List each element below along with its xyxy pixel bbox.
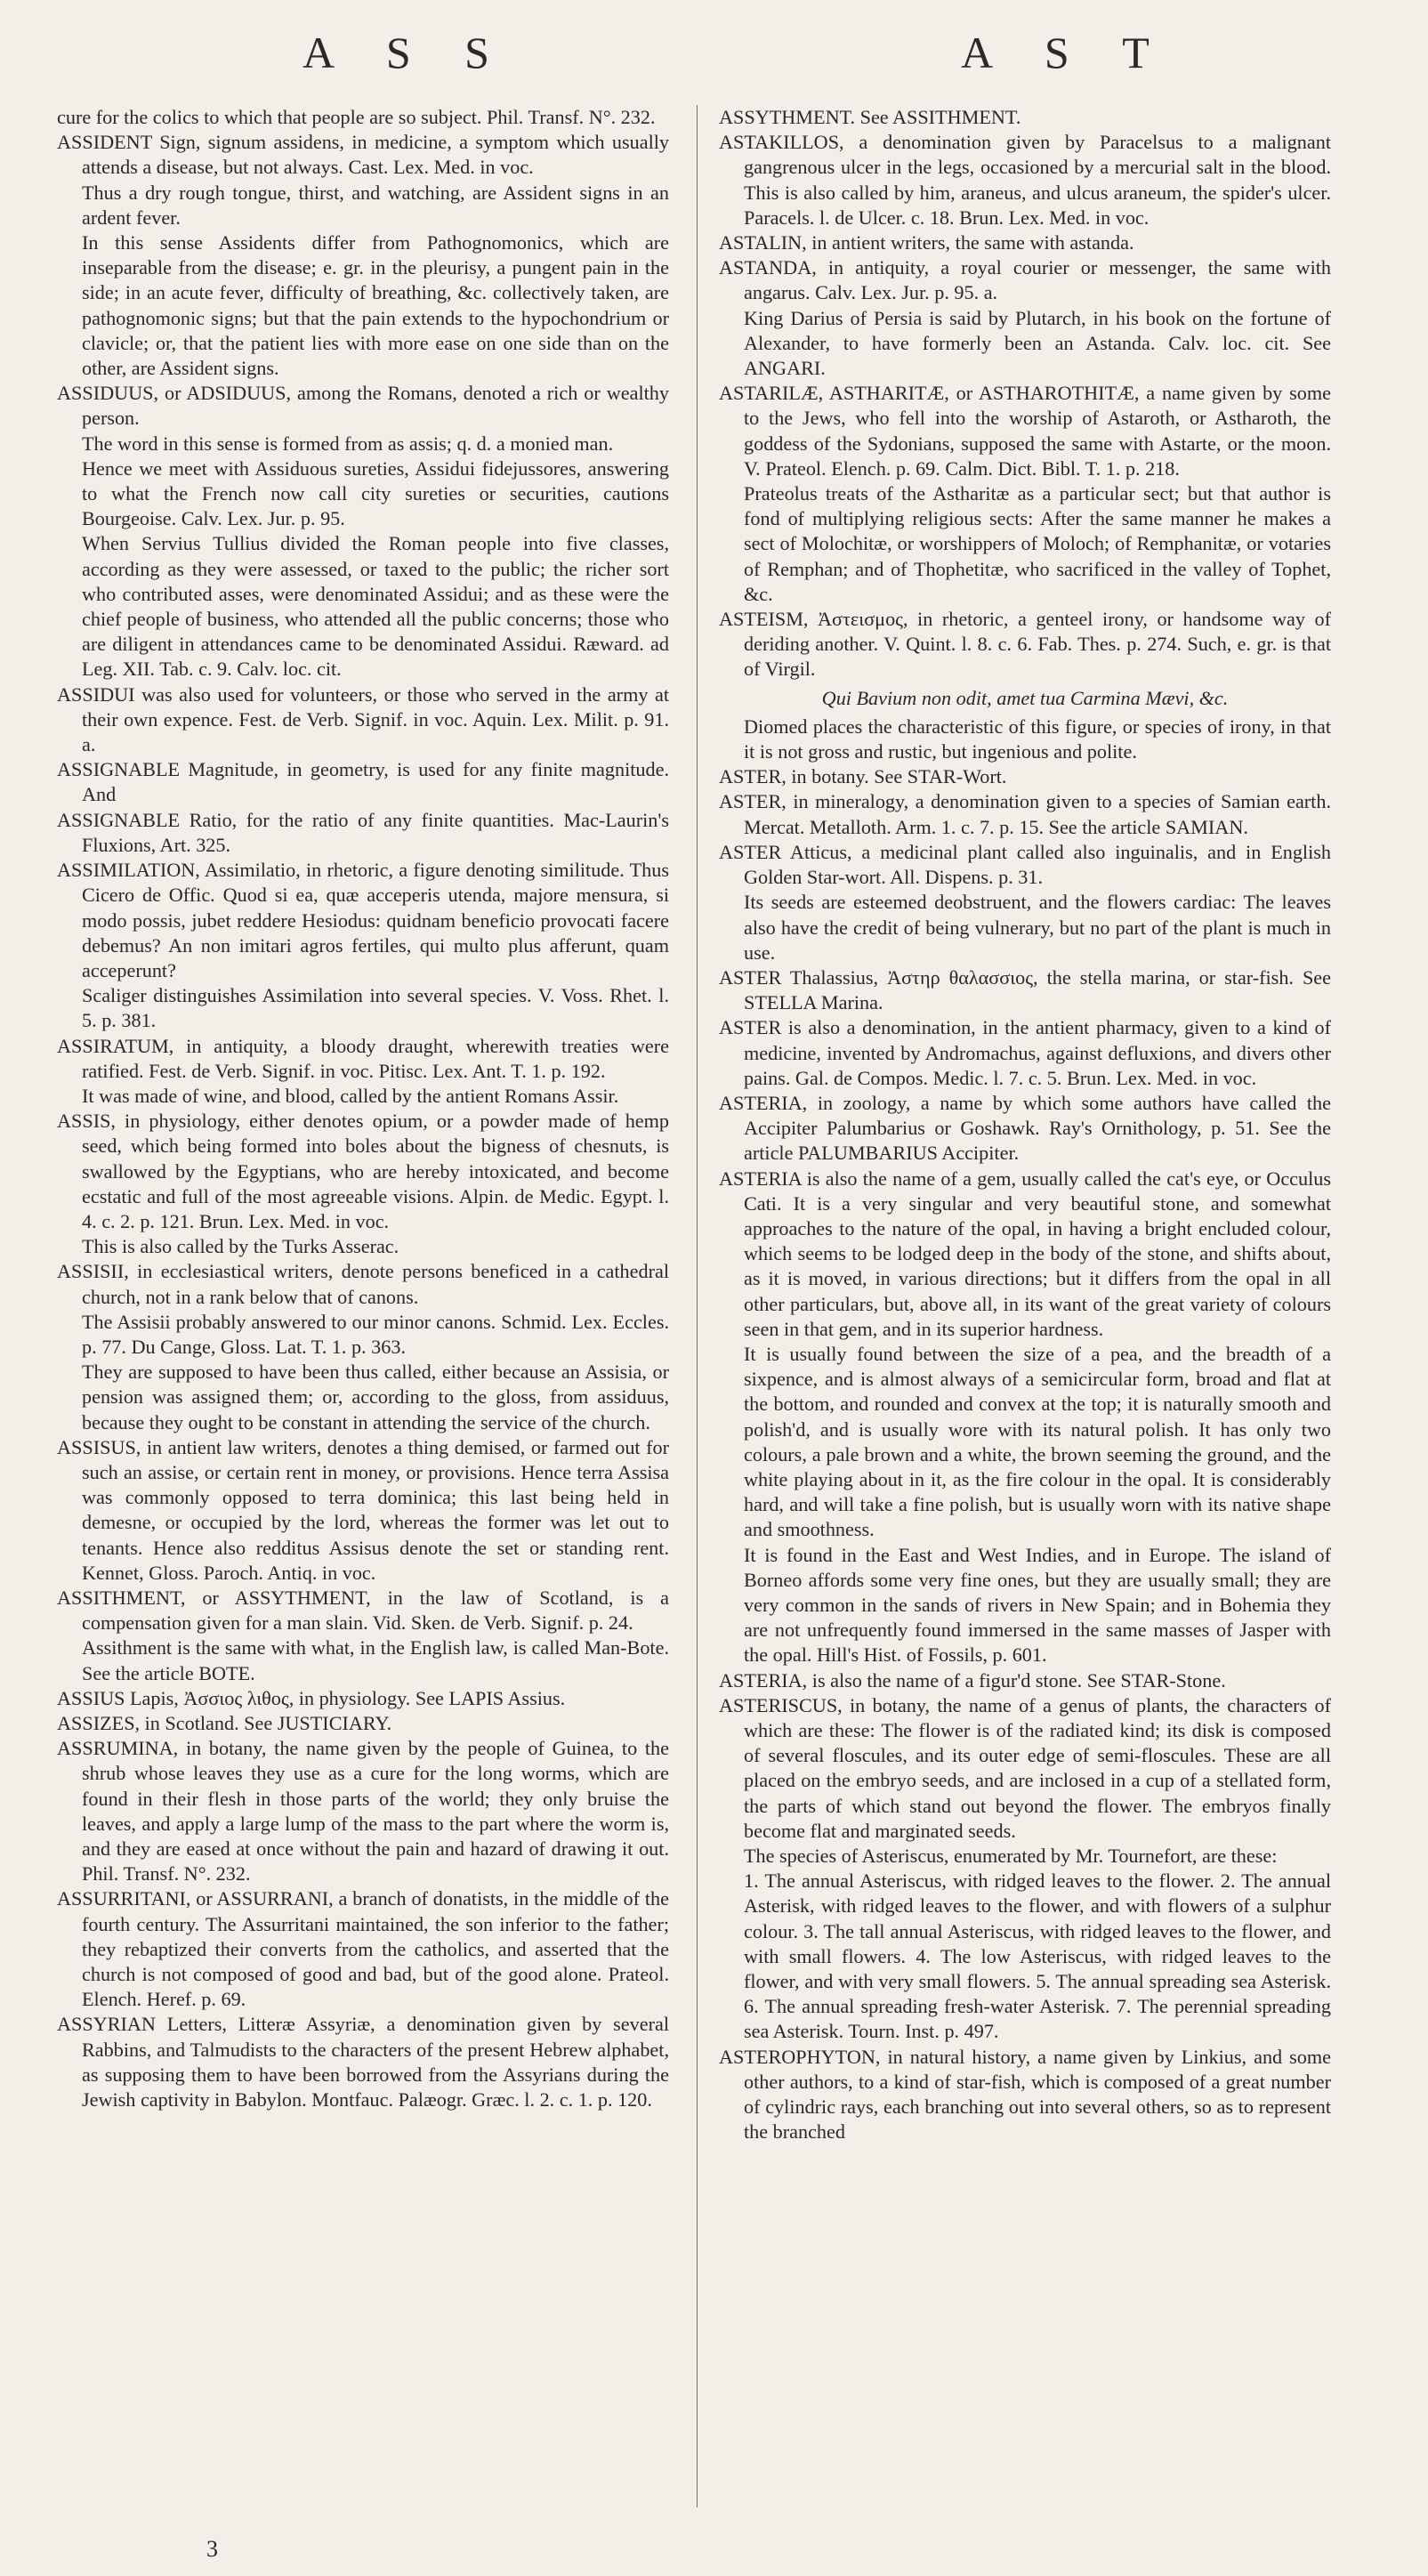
dictionary-entry: ASTERIA, in zoology, a name by which some authors have called the Accipiter Palumbarius or Goshawk. Ray's Ornithology, p. 51. See the article PALUMBARIUS Accipiter. <box>719 1091 1331 1165</box>
entry-paragraph: The species of Asteriscus, enumerated by Mr. Tournefort, are these: <box>744 1845 1278 1868</box>
entry-paragraph: Prateolus treats of the Astharitæ as a particular sect; but that author is fond of multiplying religious sects: After the same manner he makes a sect of Molochitæ, or worshippers of Moloch; of Remphanitæ, or votaries of Remphan; and of Thophetitæ, who sacrificed in the valley of Tophet, &c. <box>744 482 1331 605</box>
dictionary-entry: ASSIDENT Sign, signum assidens, in medicine, a symptom which usually attends a disease, but not always. Cast. Lex. Med. in voc. <box>57 131 669 179</box>
dictionary-entry: ASSITHMENT, or ASSYTHMENT, in the law of Scotland, is a compensation given for a man slain. Vid. Sken. de Verb. Signif. p. 24. <box>57 1586 669 1635</box>
dictionary-entry: ASSISII, in ecclesiastical writers, denote persons beneficed in a cathedral church, not in a rank below that of canons. <box>57 1260 669 1308</box>
dictionary-entry: ASTERIA, is also the name of a figur'd stone. See STAR-Stone. <box>719 1668 1226 1692</box>
dictionary-entry: ASSIS, in physiology, either denotes opium, or a powder made of hemp seed, which being formed into boles about the bigness of chesnuts, is swallowed by the Egyptians, who are hereby intoxicated, and become ecstatic and full of the most agreeable visions. Alpin. de Medic. Egypt. l. 4. c. 2. p. 121. Brun. Lex. Med. in voc. <box>57 1110 669 1232</box>
dictionary-entry: ASTEISM, Ἀστεισμος, in rhetoric, a genteel irony, or handsome way of deriding another. V. Quint. l. 8. c. 6. Fab. Thes. p. 274. Such, e. gr. is that of Virgil. <box>719 608 1331 681</box>
entry-paragraph: The Assisii probably answered to our minor canons. Schmid. Lex. Eccles. p. 77. Du Cange, Gloss. Lat. T. 1. p. 363. <box>82 1310 669 1358</box>
dictionary-entry: ASTERISCUS, in botany, the name of a genus of plants, the characters of which are these: The flower is of the radiated kind; its disk is composed of several floscules, and its outer edge of semi-floscules. These are all placed on the embryo seeds, and are inclosed in a cup of a stellated form, the parts of which stand out beyond the flower. The embryos finally become flat and marginated seeds. <box>719 1693 1331 1842</box>
entry-paragraph: Thus a dry rough tongue, thirst, and watching, are Assident signs in an ardent fever. <box>82 181 669 229</box>
entry-paragraph: It is found in the East and West Indies, and in Europe. The island of Borneo affords some very fine ones, but they are usually small; they are very common in the sands of rivers in New Spain; and in Bohemia they are not unfrequently found immersed in the same masses of Jasper with the opal. Hill's Hist. of Fossils, p. 601. <box>744 1543 1331 1667</box>
entry-paragraph: 1. The annual Asteriscus, with ridged leaves to the flower. 2. The annual Asterisk, with ridged leaves to the flower, and with flowers of a sulphur colour. 3. The tall annual Asteriscus, with ridged leaves to the flower, and with small flowers. 4. The low Asteriscus, with ridged leaves to the flower, and with very small flowers. 5. The annual spreading sea Asterisk. 6. The annual spreading fresh-water Asterisk. 7. The perennial spreading sea Asterisk. Tourn. Inst. p. 497. <box>744 1869 1331 2043</box>
entry-paragraph: Diomed places the characteristic of this figure, or species of irony, in that it is not gross and rustic, but ingenious and polite. <box>744 715 1331 763</box>
entry-paragraph: It was made of wine, and blood, called by the antient Romans Assir. <box>82 1084 619 1107</box>
right-column <box>719 105 1331 2144</box>
dictionary-entry: ASSIGNABLE Ratio, for the ratio of any finite quantities. Mac-Laurin's Fluxions, Art. 325. <box>57 808 669 856</box>
entry-paragraph: Its seeds are esteemed deobstruent, and the flowers cardiac: The leaves also have the credit of being vulnerary, but no part of the plant is much in use. <box>744 891 1331 964</box>
entry-paragraph: They are supposed to have been thus called, either because an Assisia, or pension was assigned them; or, according to the gloss, from assiduus, because they ought to be constant in attending the service of the church. <box>82 1361 669 1433</box>
dictionary-entry: ASSIUS Lapis, Ἀσσιος λιθος, in physiology. See LAPIS Assius. <box>57 1686 566 1709</box>
dictionary-entry: ASTER Atticus, a medicinal plant called also inguinalis, and in English Golden Star-wort. All. Dispens. p. 31. <box>719 840 1331 889</box>
dictionary-entry: ASSIZES, in Scotland. See JUSTICIARY. <box>57 1712 392 1734</box>
dictionary-entry: ASTEROPHYTON, in natural history, a name given by Linkius, and some other authors, to a kind of star-fish, which is composed of a great number of cylindric rays, each branching out into several others, so as to represent the branched <box>719 2045 1331 2144</box>
dictionary-entry: ASTAKILLOS, a denomination given by Paracelsus to a malignant gangrenous ulcer in the legs, occasioned by a mercurial salt in the blood. This is also called by him, araneus, and ulcus araneum, the spider's ulcer. Paracels. l. de Ulcer. c. 18. Brun. Lex. Med. in voc. <box>719 131 1331 229</box>
dictionary-entry: ASSYTHMENT. See ASSITHMENT. <box>719 106 1021 128</box>
dictionary-entry: ASSISUS, in antient law writers, denotes a thing demised, or farmed out for such an assise, or certain rent in money, or provisions. Hence terra Assisa was commonly opposed to terra dominica; this last being held in demesne, or occupied by the lord, whereas the former was let out to tenants. Hence also redditus Assisus denote the set or standing rent. Kennet, Gloss. Paroch. Antiq. in voc. <box>57 1435 669 1584</box>
left-column <box>57 105 669 2112</box>
dictionary-entry: ASSRUMINA, in botany, the name given by the people of Guinea, to the shrub whose leaves they use as a cure for the long worms, which are found in their flesh in those parts of the world; they only bruise the leaves, and apply a large lump of the mass to the part where the worm is, and they are eased at once without the pain and hazard of drawing it out. Phil. Transf. N°. 232. <box>57 1737 669 1886</box>
entry-paragraph: In this sense Assidents differ from Pathognomonics, which are inseparable from the disease; e. gr. in the pleurisy, a pungent pain in the side; in an acute fever, difficulty of breathing, &c. collectively taken, are pathognomonic signs; but that the pain extends to the hypochondrium or clavicle; or, that the patient lies with more ease on one side than on the other, are Assident signs. <box>82 231 669 380</box>
dictionary-entry: ASSIGNABLE Magnitude, in geometry, is used for any finite magnitude. And <box>57 758 669 806</box>
dictionary-entry: ASSIMILATION, Assimilatio, in rhetoric, a figure denoting similitude. Thus Cicero de Offic. Quod si ea, quæ acceperis utenda, majore mensura, si modo possis, jubet reddere Hesiodus: quidnam beneficio provocati facere debemus? An non imitari agros fertiles, qui multo plus afferunt, quam acceperunt? <box>57 859 669 981</box>
dictionary-entry: ASSYRIAN Letters, Litteræ Assyriæ, a denomination given by several Rabbins, and Talmudists to the characters of the present Hebrew alphabet, as supposing them to have been borrowed from the Assyrians during the Jewish captivity in Babylon. Montfauc. Palæogr. Græc. l. 2. c. 1. p. 120. <box>57 2013 669 2112</box>
column-divider <box>697 105 698 2507</box>
dictionary-entry: ASSURRITANI, or ASSURRANI, a branch of donatists, in the middle of the fourth century. The Assurritani maintained, the son inferior to the father; they rebaptized their converts from the catholics, and asserted that the church is not composed of good and bad, but of the good alone. Prateol. Elench. Heref. p. 69. <box>57 1887 669 2011</box>
dictionary-entry: ASTER Thalassius, Ἀστηρ θαλασσιος, the stella marina, or star-fish. See STELLA Marina. <box>719 965 1331 1014</box>
entry-paragraph: King Darius of Persia is said by Plutarch, in his book on the fortune of Alexander, to have formerly been an Astanda. Calv. loc. cit. See ANGARI. <box>744 306 1331 380</box>
page-number: 3 <box>206 2536 218 2562</box>
dictionary-entry: ASTALIN, in antient writers, the same with astanda. <box>719 231 1134 254</box>
dictionary-entry: ASSIDUI was also used for volunteers, or those who served in the army at their own expence. Fest. de Verb. Signif. in voc. Aquin. Lex. Milit. p. 91. a. <box>57 682 669 756</box>
entry-paragraph: The word in this sense is formed from as assis; q. d. a monied man. <box>82 432 614 455</box>
entry-paragraph: Scaliger distinguishes Assimilation into several species. V. Voss. Rhet. l. 5. p. 381. <box>82 984 669 1032</box>
entry-paragraph: It is usually found between the size of a pea, and the breadth of a sixpence, and is almost always of a semicircular form, broad and flat at the bottom, and rounded and convex at the top; it is naturally smooth and polish'd, and is usually wore with its natural polish. It has only two colours, a pale brown and a white, the brown seeming the ground, and the white playing about in it, as the fire colour in the opal. It is considerably hard, and will take a fine polish, but is usually worn with its native shape and smoothness. <box>744 1342 1331 1541</box>
dictionary-entry: ASSIRATUM, in antiquity, a bloody draught, wherewith treaties were ratified. Fest. de Verb. Signif. in voc. Pitisc. Lex. Ant. T. 1. p. 192. <box>57 1034 669 1082</box>
running-head-right: A S T <box>961 28 1171 77</box>
dictionary-entry: ASSIDUUS, or ADSIDUUS, among the Romans, denoted a rich or wealthy person. <box>57 382 669 430</box>
dictionary-entry: ASTANDA, in antiquity, a royal courier or messenger, the same with angarus. Calv. Lex. Jur. p. 95. a. <box>719 256 1331 304</box>
dictionary-entry: ASTER, in botany. See STAR-Wort. <box>719 765 1007 788</box>
dictionary-entry: ASTERIA is also the name of a gem, usually called the cat's eye, or Occulus Cati. It is a very singular and very beautiful stone, and somewhat approaches to the nature of the opal, in having a bright encluded colour, which seems to be lodged deep in the body of the stone, and shifts about, as it is moved, in various directions; but it differs from the opal in all other particulars, but, above all, in its want of the great variety of colours seen in that gem, and in its superior hardness. <box>719 1167 1331 1340</box>
entry-paragraph: Hence we meet with Assiduous sureties, Assidui fidejussores, answering to what the French now call city sureties or securities, cautions Bourgeoise. Calv. Lex. Jur. p. 95. <box>82 456 669 530</box>
entry-paragraph: Assithment is the same with what, in the English law, is called Man-Bote. See the article BOTE. <box>82 1636 669 1684</box>
quotation: Qui Bavium non odit, amet tua Carmina Mævi, &c. <box>821 686 1229 709</box>
dictionary-entry: ASTER is also a denomination, in the antient pharmacy, given to a kind of medicine, invented by Andromachus, against defluxions, and divers other pains. Gal. de Compos. Medic. l. 7. c. 5. Brun. Lex. Med. in voc. <box>719 1016 1331 1089</box>
running-head-left: A S S <box>303 28 511 77</box>
dictionary-entry: ASTARILÆ, ASTHARITÆ, or ASTHAROTHITÆ, a name given by some to the Jews, who fell into the worship of Astaroth, or Astharoth, the goddess of the Sydonians, supposed the same with Astarte, or the moon. V. Prateol. Elench. p. 69. Calm. Dict. Bibl. T. 1. p. 218. <box>719 382 1331 480</box>
entry-paragraph: When Servius Tullius divided the Roman people into five classes, according as they were assessed, or taxed to the public; the richer sort who contributed asses, were denominated Assidui; and as these were the chief people of business, who attended all the public concerns; those who are diligent in attendances came to be denominated Assidui. Ræward. ad Leg. XII. Tab. c. 9. Calv. loc. cit. <box>82 532 669 681</box>
entry-paragraph: This is also called by the Turks Asserac. <box>82 1235 399 1258</box>
entry-paragraph: cure for the colics to which that people are so subject. Phil. Transf. N°. 232. <box>57 106 656 128</box>
dictionary-entry: ASTER, in mineralogy, a denomination given to a species of Samian earth. Mercat. Metalloth. Arm. 1. c. 7. p. 15. See the article SAMIAN. <box>719 790 1331 838</box>
